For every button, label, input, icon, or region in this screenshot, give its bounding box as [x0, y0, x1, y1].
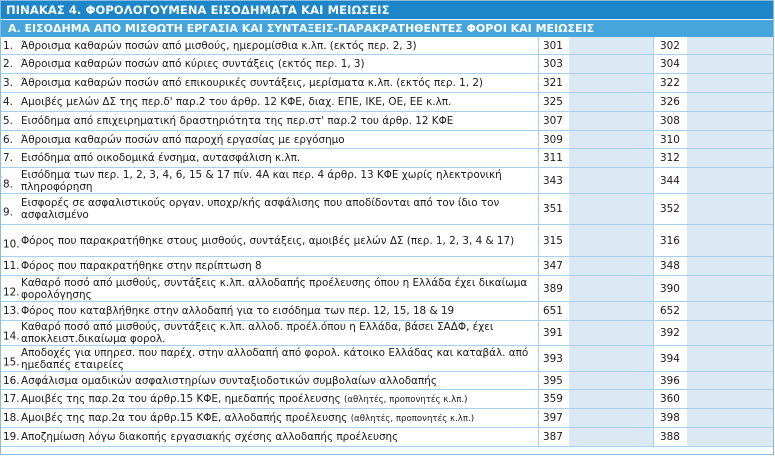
- field-code-2: 348: [660, 260, 680, 272]
- field-code-1: 651: [543, 305, 563, 317]
- row-number: 1.: [3, 39, 13, 52]
- row-label-text: Εισφορές σε ασφαλιστικούς οργαν. υποχρ/κής ασφάλισης που αποδίδονται από τον ίδιο τον ασφαλισμένο: [21, 197, 500, 221]
- row-number: 5.: [3, 115, 13, 127]
- row-description: [1, 168, 539, 193]
- table-row: [1, 390, 773, 409]
- row-label: [21, 58, 365, 70]
- field-code-2: 398: [660, 412, 680, 424]
- row-label-text: Άθροισμα καθαρών ποσών από μισθούς, ημερομίσθια κ.λπ. (εκτός περ. 2, 3): [21, 39, 417, 52]
- row-label: [21, 169, 534, 193]
- row-description: [1, 428, 539, 446]
- amount-input-1[interactable]: [569, 276, 654, 301]
- field-code-1: 347: [543, 260, 563, 272]
- table-row: [1, 276, 773, 302]
- table-row: [1, 302, 773, 321]
- field-code-2: 312: [660, 152, 680, 164]
- row-number: 19.: [3, 431, 20, 443]
- row-number: 4.: [3, 96, 13, 108]
- amount-input-1[interactable]: [569, 372, 654, 389]
- amount-input-1[interactable]: [569, 149, 654, 167]
- row-label: [21, 134, 345, 146]
- row-label: [21, 321, 534, 345]
- amount-input-2[interactable]: [687, 257, 773, 275]
- amount-input-2[interactable]: [687, 55, 773, 73]
- row-label: [21, 40, 417, 52]
- amount-input-2[interactable]: [687, 346, 773, 371]
- field-code-1: 311: [543, 152, 563, 164]
- row-description: [1, 112, 539, 130]
- amount-input-1[interactable]: [569, 428, 654, 446]
- amount-input-2[interactable]: [687, 37, 773, 54]
- amount-input-1[interactable]: [569, 93, 654, 111]
- amount-input-2[interactable]: [687, 149, 773, 167]
- table-row: [1, 55, 773, 74]
- row-number: 7.: [3, 152, 13, 164]
- row-label-text: Αποδοχές για υπηρεσ. που παρέχ. στην αλλοδαπή από φορολ. κάτοικο Ελλάδας και καταβάλ. από ημεδαπές εταιρείες: [21, 346, 529, 371]
- row-description: [1, 276, 539, 301]
- row-label: [21, 235, 514, 247]
- field-code-2: 326: [660, 96, 680, 108]
- row-number: 11.: [3, 260, 20, 272]
- row-number: 18.: [3, 412, 20, 424]
- amount-input-2[interactable]: [687, 372, 773, 389]
- row-description: [1, 55, 539, 73]
- amount-input-2[interactable]: [687, 409, 773, 427]
- row-label: [21, 96, 451, 108]
- row-number: 3.: [3, 77, 13, 89]
- table-row: [1, 346, 773, 372]
- amount-input-1[interactable]: [569, 131, 654, 148]
- amount-input-1[interactable]: [569, 257, 654, 275]
- row-number: 6.: [3, 133, 13, 146]
- field-code-2: 360: [660, 393, 680, 405]
- field-code-2: 344: [660, 174, 680, 187]
- amount-input-2[interactable]: [687, 74, 773, 92]
- field-code-2: 394: [660, 352, 680, 365]
- table-row: [1, 74, 773, 93]
- field-code-1: 351: [543, 203, 563, 215]
- amount-input-1[interactable]: [569, 321, 654, 345]
- amount-input-1[interactable]: [569, 225, 654, 256]
- table-row: [1, 131, 773, 149]
- table-row: [1, 409, 773, 428]
- field-code-2: 652: [660, 305, 680, 317]
- row-description: [1, 302, 539, 320]
- table-row: [1, 428, 773, 447]
- row-label: [21, 412, 474, 425]
- row-label-text: Άθροισμα καθαρών ποσών από κύριες συντάξεις (εκτός περ. 1, 3): [21, 58, 365, 70]
- amount-input-1[interactable]: [569, 194, 654, 224]
- row-number: 8.: [3, 178, 13, 191]
- table-row: [1, 93, 773, 112]
- row-label: [21, 197, 534, 221]
- amount-input-2[interactable]: [687, 168, 773, 193]
- amount-input-1[interactable]: [569, 112, 654, 130]
- table-row: [1, 321, 773, 346]
- amount-input-1[interactable]: [569, 390, 654, 408]
- amount-input-2[interactable]: [687, 276, 773, 301]
- field-code-1: 309: [543, 133, 563, 146]
- amount-input-2[interactable]: [687, 131, 773, 148]
- table-row: [1, 37, 773, 55]
- field-code-2: 316: [660, 234, 680, 247]
- row-number: 12.: [3, 286, 20, 299]
- field-code-1: 359: [543, 393, 563, 405]
- field-code-1: 389: [543, 282, 563, 295]
- row-label-text: Άθροισμα καθαρών ποσών από επικουρικές συντάξεις, μερίσματα κ.λπ. (εκτός περ. 1, 2): [21, 77, 483, 89]
- table-row: [1, 149, 773, 168]
- field-code-2: 390: [660, 282, 680, 295]
- table-row: [1, 225, 773, 257]
- table-row: [1, 257, 773, 276]
- field-code-2: 310: [660, 133, 680, 146]
- row-description: [1, 194, 539, 224]
- table-row: [1, 168, 773, 194]
- row-description: [1, 149, 539, 167]
- row-number: 9.: [3, 206, 13, 219]
- row-label-text: Εισόδημα από οικοδομικά ένσημα, αυτασφάλιση κ.λπ.: [21, 152, 301, 164]
- row-label: [21, 305, 454, 317]
- row-label: [21, 115, 453, 127]
- field-code-2: 388: [660, 431, 680, 443]
- field-code-1: 387: [543, 431, 563, 443]
- amount-input-1[interactable]: [569, 74, 654, 92]
- row-label-text: Αμοιβές της παρ.2α του άρθρ.15 ΚΦΕ, αλλοδαπής προέλευσης: [21, 411, 348, 424]
- row-label-text: Άθροισμα καθαρών ποσών από παροχή εργασίας με εργόσημο: [21, 133, 345, 146]
- table-row: [1, 112, 773, 131]
- field-code-1: 393: [543, 352, 563, 365]
- row-label: [21, 431, 398, 443]
- field-code-2: 308: [660, 115, 680, 127]
- row-description: [1, 372, 539, 389]
- row-description: [1, 409, 539, 427]
- row-note: (αθλητές, προπονητές κ.λπ.): [350, 413, 475, 424]
- row-label-text: Καθαρό ποσό από μισθούς, συντάξεις κ.λπ. αλλοδ. προέλ.όπου η Ελλάδα, βάσει ΣΑΔΦ, έχει αποκλειστ.δικαίωμα φορολ.: [21, 321, 494, 345]
- field-code-1: 391: [543, 327, 563, 339]
- table-row: [1, 194, 773, 225]
- table-title: ΠΙΝΑΚΑΣ 4. ΦΟΡΟΛΟΓΟΥΜΕΝΑ ΕΙΣΟΔΗΜΑΤΑ ΚΑΙ ΜΕΙΩΣΕΙΣ: [1, 1, 773, 19]
- row-label: [21, 152, 300, 164]
- amount-input-1[interactable]: [569, 37, 654, 54]
- row-description: [1, 225, 539, 256]
- row-description: [1, 74, 539, 92]
- row-description: [1, 131, 539, 148]
- row-label-text: Φόρος που καταβλήθηκε στην αλλοδαπή για το εισόδημα των περ. 12, 15, 18 & 19: [21, 305, 455, 317]
- row-label: [21, 77, 483, 89]
- field-code-2: 396: [660, 374, 680, 387]
- row-description: [1, 390, 539, 408]
- row-label-text: Εισόδημα των περ. 1, 2, 3, 4, 6, 15 & 17 πίν. 4Α και περ. 4 άρθρ. 13 ΚΦΕ χωρίς ηλεκτρονική πληροφόρηση: [21, 168, 502, 193]
- field-code-1: 397: [543, 412, 563, 424]
- row-label: [21, 277, 534, 301]
- row-number: 2.: [3, 58, 13, 70]
- amount-input-2[interactable]: [687, 112, 773, 130]
- row-description: [1, 346, 539, 371]
- section-a-header: Α. ΕΙΣΟΔΗΜΑ ΑΠΟ ΜΙΣΘΩΤΗ ΕΡΓΑΣΙΑ ΚΑΙ ΣΥΝΤΑΞΕΙΣ-ΠΑΡΑΚΡΑΤΗΘΕΝΤΕΣ ΦΟΡΟΙ ΚΑΙ ΜΕΙΩΣΕΙΣ: [1, 20, 773, 37]
- amount-input-2[interactable]: [687, 390, 773, 408]
- row-label-text: Αποζημίωση λόγω διακοπής εργασιακής σχέσης αλλοδαπής προέλευσης: [21, 431, 399, 443]
- row-label-text: Εισόδημα από επιχειρηματική δραστηριότητα της περ.στ' παρ.2 του άρθρ. 12 ΚΦΕ: [21, 115, 454, 127]
- field-code-1: 321: [543, 77, 563, 89]
- field-code-2: 352: [660, 203, 680, 215]
- row-label-text: Αμοιβές μελών ΔΣ της περ.δ' παρ.2 του άρθρ. 12 ΚΦΕ, διαχ. ΕΠΕ, ΙΚΕ, ΟΕ, ΕΕ κ.λπ.: [21, 96, 452, 108]
- amount-input-2[interactable]: [687, 194, 773, 224]
- row-number: 14.: [3, 330, 20, 343]
- field-code-1: 301: [543, 39, 563, 52]
- row-description: [1, 93, 539, 111]
- amount-input-2[interactable]: [687, 93, 773, 111]
- row-label-text: Φόρος που παρακρατήθηκε στην περίπτωση 8: [21, 260, 262, 272]
- amount-input-1[interactable]: [569, 302, 654, 320]
- row-label-text: Φόρος που παρακρατήθηκε στους μισθούς, συντάξεις, αμοιβές μελών ΔΣ (περ. 1, 2, 3, 4 & 17): [21, 234, 515, 247]
- row-number: 13.: [3, 305, 20, 317]
- row-label: [21, 393, 467, 406]
- field-code-1: 303: [543, 58, 563, 70]
- field-code-1: 343: [543, 174, 563, 187]
- row-number: 10.: [3, 238, 20, 251]
- row-description: [1, 321, 539, 345]
- row-label-text: Αμοιβές της παρ.2α του άρθρ.15 ΚΦΕ, ημεδαπής προέλευσης: [21, 392, 341, 405]
- amount-input-1[interactable]: [569, 55, 654, 73]
- row-description: [1, 37, 539, 54]
- field-code-1: 315: [543, 234, 563, 247]
- field-code-1: 325: [543, 96, 563, 108]
- field-code-2: 322: [660, 77, 680, 89]
- row-label: [21, 375, 437, 387]
- row-description: [1, 257, 539, 275]
- row-number: 16.: [3, 374, 20, 387]
- field-code-1: 307: [543, 115, 563, 127]
- amount-input-1[interactable]: [569, 168, 654, 193]
- amount-input-2[interactable]: [687, 321, 773, 345]
- row-label: [21, 347, 534, 371]
- amount-input-2[interactable]: [687, 428, 773, 446]
- field-code-2: 304: [660, 58, 680, 70]
- table-row: [1, 372, 773, 390]
- amount-input-1[interactable]: [569, 346, 654, 371]
- row-label: [21, 260, 262, 272]
- amount-input-2[interactable]: [687, 225, 773, 256]
- row-note: (αθλητές, προπονητές κ.λπ.): [344, 394, 468, 405]
- row-number: 17.: [3, 393, 20, 405]
- field-code-2: 392: [660, 327, 680, 339]
- row-label-text: Καθαρό ποσό από μισθούς, συντάξεις κ.λπ. αλλοδαπής προέλευσης όπου η Ελλάδα έχει δικαίωμα φορολόγησης: [21, 276, 528, 301]
- field-code-1: 395: [543, 374, 563, 387]
- field-code-2: 302: [660, 39, 680, 52]
- amount-input-2[interactable]: [687, 302, 773, 320]
- row-number: 15.: [3, 356, 20, 369]
- amount-input-1[interactable]: [569, 409, 654, 427]
- row-label-text: Ασφάλισμα ομαδικών ασφαλιστηρίων συνταξιοδοτικών συμβολαίων αλλοδαπής: [21, 374, 437, 387]
